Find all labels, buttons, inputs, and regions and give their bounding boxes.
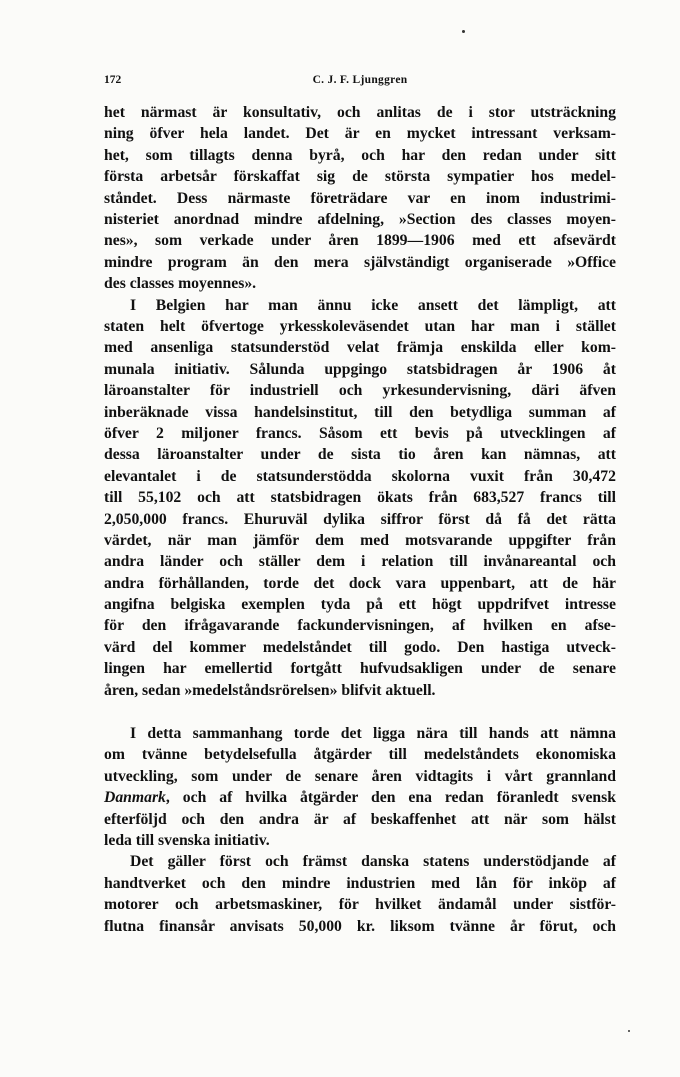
text-line: lingen har emellertid fortgått hufvudsakligen under de senare <box>104 660 616 678</box>
text-line: dessa läroanstalter under de sista tio åren kan nämnas, att <box>104 446 616 464</box>
text-line: Det gäller först och främst danska statens understödjande af <box>130 853 616 871</box>
text-line: het, som tillagts denna byrå, och har den redan under sitt <box>104 146 616 164</box>
paragraph-1 <box>104 102 616 295</box>
paragraph-4 <box>104 851 616 937</box>
text-line: handtverket och den mindre industrien med lån för inköp af <box>104 874 616 892</box>
text-line: andra länder och ställer dem i relation till invånareantal och <box>104 553 616 571</box>
text-line: I Belgien har man ännu icke ansett det lämpligt, att <box>130 296 616 314</box>
text-line: munala initiativ. Sålunda uppgingo statsbidragen år 1906 åt <box>104 360 616 378</box>
text-line: nisteriet anordnad mindre afdelning, »Section des classes moyen- <box>104 210 616 228</box>
text-line: leda till svenska initiativ. <box>104 831 270 849</box>
text-line: het närmast är konsultativ, och anlitas de i stor utsträckning <box>104 104 616 121</box>
text-line: ning öfver hela landet. Det är en mycket intressant verksam- <box>104 125 616 143</box>
speck-mark <box>462 30 465 33</box>
speck-mark <box>628 1030 630 1032</box>
text-line: ståndet. Dess närmaste företrädare var en inom industrimi- <box>104 189 616 207</box>
page-number: 172 <box>104 74 122 86</box>
text-line: staten helt öfvertoge yrkesskoleväsendet utan har man i stället <box>104 317 616 335</box>
text-line: värd del kommer medelståndet till godo. Den hastiga utveck- <box>104 638 616 656</box>
text-line: utveckling, som under de senare åren vidtagits i vårt grannland <box>104 767 616 785</box>
text-line: efterföljd och den andra är af beskaffenhet att när som hälst <box>104 810 616 828</box>
text-line: elevantalet i de statsunderstödda skolorna vuxit från 30,472 <box>104 467 616 485</box>
text-line: värdet, när man jämför dem med motsvarande uppgifter från <box>104 531 616 549</box>
paragraph-2 <box>104 295 616 701</box>
paragraph-3 <box>104 723 616 851</box>
text-line: inberäknade vissa handelsinstitut, till den betydliga summan af <box>104 403 616 421</box>
text-line: för den ifrågavarande fackundervisningen, af hvilken en afse- <box>104 617 616 635</box>
text-line: nes», som verkade under åren 1899—1906 med ett afsevärdt <box>104 232 616 250</box>
running-head: C. J. F. Ljunggren <box>312 74 408 86</box>
text-line: 2,050,000 francs. Ehuruväl dylika siffror först då få det rätta <box>104 510 616 528</box>
text-line: des classes moyennes». <box>104 275 257 293</box>
text-line: läroanstalter för industriell och yrkesundervisning, däri äfven <box>104 382 616 400</box>
text-line: angifna belgiska exemplen tyda på ett högt uppdrifvet intresse <box>104 596 616 614</box>
text-line-with-italic <box>104 787 616 808</box>
text-line: I detta sammanhang torde det ligga nära till hands att nämna <box>130 725 616 742</box>
text-line: åren, sedan »medelståndsrörelsen» blifvit aktuell. <box>104 681 436 699</box>
text-line: motorer och arbetsmaskiner, för hvilket ändamål under sistför- <box>104 896 616 914</box>
text-line: flutna finansår anvisats 50,000 kr. liksom tvänne år förut, och <box>104 917 616 935</box>
text-fragment: , och af hvilka åtgärder den ena redan föranledt svensk <box>165 789 616 807</box>
text-line: mindre program än den mera självständigt organiserade »Office <box>104 253 616 271</box>
text-line: första arbetsår förskaffat sig de största sympatier hos medel- <box>104 168 616 186</box>
text-line: om tvänne betydelsefulla åtgärder till medelståndets ekonomiska <box>104 746 616 764</box>
text-line: med ansenliga statsunderstöd velat främja enskilda eller kom- <box>104 339 616 357</box>
text-line: öfver 2 miljoner francs. Såsom ett bevis på utvecklingen af <box>104 424 616 442</box>
text-line: till 55,102 och att statsbidragen ökats från 683,527 francs till <box>104 489 616 507</box>
page-header <box>104 74 616 94</box>
italic-place-name: Danmark <box>104 789 166 807</box>
text-line: andra förhållanden, torde det dock vara uppenbart, att de här <box>104 574 616 592</box>
